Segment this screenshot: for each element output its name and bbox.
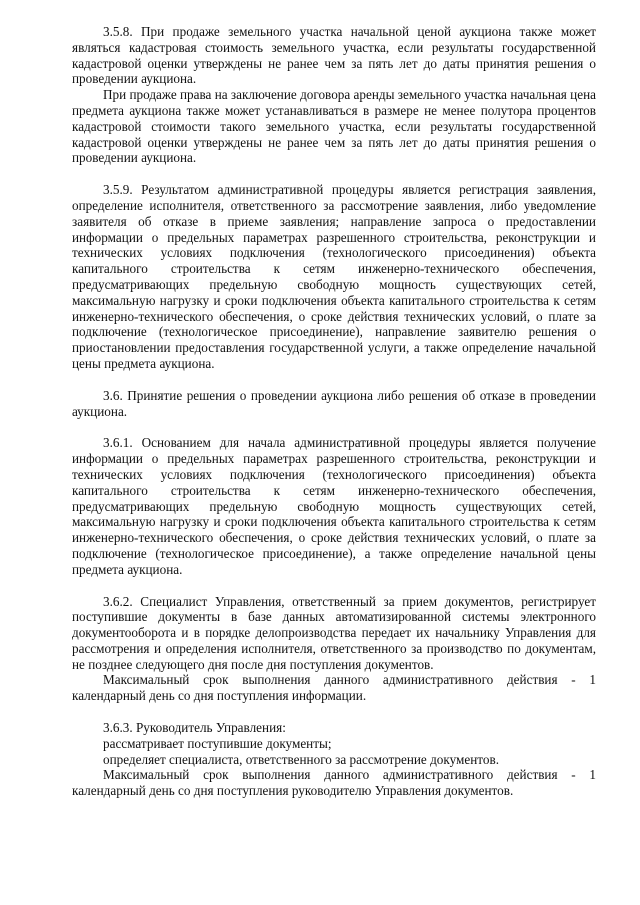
paragraph-deadline-2: Максимальный срок выполнения данного административного действия - 1 календарный день со дня поступления руководителю Управления документов. bbox=[72, 767, 596, 799]
paragraph-3-6-2: 3.6.2. Специалист Управления, ответственный за прием документов, регистрирует поступившие документы в базе данных автоматизированной системы электронного документооборота и в порядке делопроизводства передает их начальнику Управления для рассмотрения и определения исполнителя, ответственного за производство по документам, не позднее следующего дня после дня поступления документов. bbox=[72, 593, 596, 672]
paragraph-deadline-1: Максимальный срок выполнения данного административного действия - 1 календарный день со дня поступления информации. bbox=[72, 672, 596, 704]
paragraph-gap bbox=[72, 372, 596, 388]
paragraph-3-6-3: 3.6.3. Руководитель Управления: bbox=[103, 720, 286, 736]
list-item-review: рассматривает поступившие документы; bbox=[103, 735, 332, 751]
paragraph-3-6-1: 3.6.1. Основанием для начала административной процедуры является получение информации о предельных параметрах разрешенного строительства, реконструкции и технических условиях подключения (технологического присоединения) объекта капитального строительства к сетям инженерно-технического обеспечения, предусматривающих предельную свободную мощность существующих сетей, максимальную нагрузку и сроки подключения объекта капитального строительства к сетям инженерно-технического обеспечения, о сроке действия технических условий, о плате за подключение (технологическое присоединение), а также определение начальной цены предмета аукциона. bbox=[72, 435, 596, 577]
paragraph-gap bbox=[72, 704, 596, 720]
paragraph-3-5-9: 3.5.9. Результатом административной процедуры является регистрация заявления, определение исполнителя, ответственного за рассмотрение заявления, либо уведомление заявителя об отказе в приеме заявления; направление запроса о предоставлении информации о предельных параметрах разрешенного строительства, реконструкции и технических условиях подключения (технологического присоединения) объекта капитального строительства к сетям инженерно-технического обеспечения, предусматривающих предельную свободную мощность существующих сетей, максимальную нагрузку и сроки подключения объекта капитального строительства к сетям инженерно-технического обеспечения, о сроке действия технических условий, о плате за подключение (технологическое присоединение), направление заявителю решения о приостановлении предоставления государственной услуги, а также определение начальной цены предмета аукциона. bbox=[72, 182, 596, 371]
paragraph-3-6: 3.6. Принятие решения о проведении аукциона либо решения об отказе в проведении аукциона. bbox=[72, 387, 596, 419]
paragraph-gap bbox=[72, 166, 596, 182]
paragraph-3-5-8: 3.5.8. При продаже земельного участка начальной ценой аукциона также может являться кадастровая стоимость земельного участка, если результаты государственной кадастровой оценки утверждены не ранее чем за пять лет до даты принятия решения о проведении аукциона. bbox=[72, 24, 596, 87]
paragraph-gap bbox=[72, 578, 596, 594]
document-page bbox=[72, 24, 596, 799]
list-item-assign: определяет специалиста, ответственного за рассмотрение документов. bbox=[103, 751, 499, 767]
paragraph-lease-price: При продаже права на заключение договора аренды земельного участка начальная цена предмета аукциона также может устанавливаться в размере не менее полутора процентов кадастровой стоимости такого земельного участка, если результаты государственной кадастровой оценки утверждены не ранее чем за пять лет до даты принятия решения о проведении аукциона. bbox=[72, 87, 596, 166]
paragraph-gap bbox=[72, 419, 596, 435]
